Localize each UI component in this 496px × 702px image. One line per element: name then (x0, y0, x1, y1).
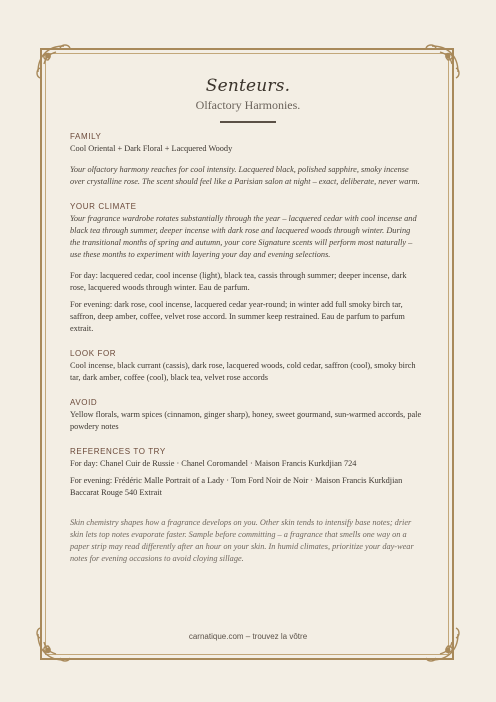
climate-heading: YOUR CLIMATE (70, 202, 137, 211)
footer-link[interactable]: carnatique.com – trouvez la vôtre (188, 632, 308, 641)
skin-chemistry-note: Skin chemistry shapes how a fragrance develops on you. Other skin tends to intensify base notes; drier skin lets top notes evaporate faster. Sample before committing – a fragrance that smells one way on a paper strip may read differently after an hour on your skin. In humid climates, prioritize your day-wear notes for evening occasions to avoid cloying sillage. (70, 518, 414, 563)
page-title: Senteurs. (205, 76, 291, 96)
avoid-heading: AVOID (70, 398, 98, 407)
content (70, 132, 422, 565)
climate-evening: For evening: dark rose, cool incense, lacquered cedar year-round; in winter add full smoky birch tar, saffron, deep amber, coffee, velvet rose accord. In summer keep restrained. Eau de parfum to parfum extrait. (70, 300, 405, 333)
family-description: Your olfactory harmony reaches for cool intensity. Lacquered black, polished sapphire, smoky incense over crystalline rose. The scent should feel like a Parisian salon at night – exact, deliberate, never warm. (70, 165, 420, 186)
header (0, 76, 496, 123)
look-for-text: Cool incense, black currant (cassis), dark rose, lacquered woods, cold cedar, saffron (cool), smoky birch tar, dark amber, coffee (cool), black tea, velvet rose accords (70, 361, 416, 382)
avoid-text: Yellow florals, warm spices (cinnamon, ginger sharp), honey, sweet gourmand, sun-warmed accords, pale powdery notes (70, 410, 422, 431)
page-subtitle: Olfactory Harmonies. (195, 98, 301, 112)
look-for-heading: LOOK FOR (70, 349, 117, 358)
family-text: Cool Oriental + Dark Floral + Lacquered Woody (70, 144, 233, 153)
climate-day: For day: lacquered cedar, cool incense (light), black tea, cassis through summer; deeper incense, dark rose, lacquered woods through winter. Eau de parfum. (70, 271, 407, 292)
references-day: For day: Chanel Cuir de Russie · Chanel Coromandel · Maison Francis Kurkdjian 724 (70, 459, 357, 468)
climate-intro: Your fragrance wardrobe rotates substantially through the year – lacquered cedar with cool incense and black tea through summer, deeper incense with dark rose and lacquered woods through winter. During the transitional months of spring and autumn, your core Signature scents will perform most naturally – use these months to experiment with layering your day and evening selections. (70, 214, 417, 259)
title-divider (220, 121, 276, 123)
references-heading: REFERENCES TO TRY (70, 447, 166, 456)
family-heading: FAMILY (70, 132, 102, 141)
references-evening: For evening: Frédéric Malle Portrait of a Lady · Tom Ford Noir de Noir · Maison Francis Kurkdjian Baccarat Rouge 540 Extrait (70, 476, 403, 497)
